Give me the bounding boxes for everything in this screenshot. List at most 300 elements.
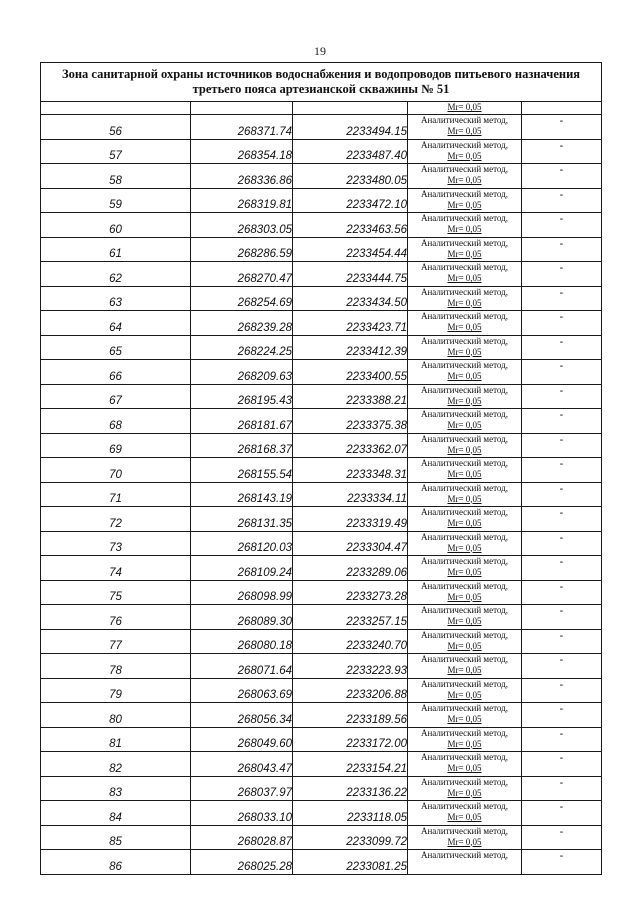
point-number: 77 [109, 640, 122, 652]
y-coordinate: 2233304.47 [346, 542, 407, 554]
y-coordinate: 2233289.06 [346, 566, 407, 579]
x-coordinate-cell [191, 458, 293, 483]
point-number-cell [41, 801, 191, 826]
note-cell [522, 605, 602, 630]
y-coordinate: 2233099.72 [346, 836, 407, 848]
point-number: 63 [109, 297, 122, 309]
note-cell [522, 629, 602, 654]
y-coordinate: 2233081.25 [346, 860, 407, 873]
point-number: 79 [109, 689, 122, 701]
x-coordinate-cell [191, 164, 293, 189]
note-value: - [559, 507, 564, 519]
note-cell [522, 654, 602, 679]
method-coef: Mr= 0,05 [447, 444, 482, 455]
point-number: 58 [109, 174, 122, 187]
table-title-line-2: третьего пояса артезианской скважины № 51 [192, 82, 450, 96]
page-number: 19 [314, 44, 326, 58]
note-value: - [559, 335, 564, 348]
method-cell [408, 850, 522, 875]
point-number-cell [41, 531, 191, 556]
y-coordinate: 2233334.11 [347, 493, 407, 505]
table-row [41, 629, 602, 654]
point-number: 81 [109, 738, 122, 750]
point-number: 80 [109, 713, 122, 726]
method-coef: Mr= 0,05 [447, 567, 482, 577]
note-value: - [559, 605, 564, 617]
note-cell [522, 115, 602, 140]
point-number-cell [41, 286, 191, 311]
point-number-cell [41, 678, 191, 703]
table-row [41, 384, 602, 409]
table-row [41, 213, 602, 238]
x-coordinate: 268037.97 [237, 787, 292, 799]
method-label: Аналитический метод, [420, 482, 509, 493]
method-coef: Mr= 0,05 [447, 836, 482, 847]
table-row [41, 678, 602, 703]
table-title-line-1: Зона санитарной охраны источников водоснабжения и водопроводов питьевого назначения [61, 67, 581, 81]
table-row [41, 703, 602, 728]
point-number: 71 [109, 493, 122, 505]
y-coordinate-cell [293, 409, 408, 434]
method-coef: Mr= 0,05 [447, 248, 482, 259]
method-cell [408, 531, 522, 556]
method-coef: Mr= 0,05 [447, 420, 482, 430]
note-cell [522, 139, 602, 164]
y-coordinate-cell [293, 433, 408, 458]
y-coordinate-cell [293, 556, 408, 581]
note-cell [522, 262, 602, 287]
point-number-cell [41, 776, 191, 801]
note-value: - [559, 556, 564, 568]
table-row [41, 850, 602, 875]
y-coordinate: 2233494.15 [346, 125, 407, 138]
x-coordinate: 268089.30 [237, 615, 292, 628]
method-cell [408, 580, 522, 605]
method-cell [408, 213, 522, 238]
y-coordinate: 2233257.15 [346, 615, 407, 628]
x-coordinate-cell [191, 433, 293, 458]
table-row [41, 409, 602, 434]
y-coordinate-cell [293, 311, 408, 336]
note-value: - [559, 311, 564, 323]
method-coef: Mr= 0,05 [447, 126, 482, 136]
table-row [41, 507, 602, 532]
method-label: Аналитический метод, [420, 164, 509, 174]
x-coordinate: 268043.47 [237, 762, 292, 775]
note-value: - [559, 482, 564, 495]
point-number: 70 [109, 468, 122, 481]
x-coordinate: 268071.64 [237, 664, 292, 677]
table-row [41, 237, 602, 262]
note-cell [522, 752, 602, 777]
note-cell [522, 458, 602, 483]
note-cell [522, 188, 602, 213]
method-coef: Mr= 0,05 [447, 812, 482, 822]
note-value: - [559, 703, 564, 715]
method-coef: Mr= 0,05 [447, 616, 482, 626]
note-value: - [559, 286, 564, 299]
point-number-cell [41, 629, 191, 654]
y-coordinate-cell [293, 629, 408, 654]
table-row-continued [41, 102, 602, 115]
point-number: 57 [109, 150, 122, 162]
point-number-cell [41, 580, 191, 605]
y-coordinate: 2233480.05 [346, 174, 407, 187]
note-cell [522, 433, 602, 458]
method-coef: Mr= 0,05 [447, 199, 482, 210]
point-number: 65 [109, 346, 122, 358]
method-label: Аналитический метод, [420, 458, 509, 468]
method-coef: Mr= 0,05 [447, 273, 482, 283]
note-cell [522, 335, 602, 360]
y-coordinate-cell [293, 678, 408, 703]
method-label: Аналитический метод, [420, 825, 509, 836]
x-coordinate-cell [191, 262, 293, 287]
method-cell [408, 458, 522, 483]
point-number: 62 [109, 272, 122, 285]
method-label: Аналитический метод, [420, 409, 509, 419]
table-row [41, 164, 602, 189]
x-coordinate-cell [191, 752, 293, 777]
point-number: 76 [109, 615, 122, 628]
x-coordinate: 268143.19 [237, 493, 292, 505]
method-cell [408, 825, 522, 850]
y-coordinate-cell [293, 580, 408, 605]
method-coef: Mr= 0,05 [447, 297, 482, 308]
y-coordinate: 2233172.00 [346, 738, 407, 750]
x-coordinate-cell [191, 801, 293, 826]
method-cell [408, 335, 522, 360]
x-coordinate-cell [191, 188, 293, 213]
method-cell [408, 556, 522, 581]
y-coordinate: 2233434.50 [346, 297, 407, 309]
note-value: - [559, 409, 564, 421]
x-coordinate-cell [191, 115, 293, 140]
method-label: Аналитический метод, [420, 188, 509, 199]
y-coordinate-cell [293, 458, 408, 483]
method-cell [408, 703, 522, 728]
method-cell [408, 433, 522, 458]
x-coordinate-cell [191, 482, 293, 507]
y-coordinate-cell [293, 188, 408, 213]
y-coordinate-cell [293, 703, 408, 728]
point-number-cell [41, 409, 191, 434]
x-coordinate-cell [191, 556, 293, 581]
method-coef: Mr= 0,05 [447, 665, 482, 675]
x-coordinate: 268371.74 [237, 125, 292, 138]
method-cell [408, 237, 522, 262]
point-number-cell [41, 188, 191, 213]
point-number-cell [41, 360, 191, 385]
x-coordinate: 268025.28 [237, 860, 292, 873]
x-coordinate-cell [191, 311, 293, 336]
y-coordinate-cell [293, 335, 408, 360]
method-label: Аналитический метод, [420, 262, 509, 272]
x-coordinate-cell [191, 629, 293, 654]
point-number-cell [41, 262, 191, 287]
note-cell [522, 556, 602, 581]
table-row [41, 752, 602, 777]
x-coordinate-cell [191, 580, 293, 605]
y-coordinate-cell [293, 801, 408, 826]
y-coordinate: 2233240.70 [346, 640, 407, 652]
point-number: 73 [109, 542, 122, 554]
point-number: 86 [109, 860, 122, 873]
note-cell [522, 825, 602, 850]
method-coef: Mr= 0,05 [447, 518, 482, 528]
method-label: Аналитический метод, [420, 433, 509, 444]
note-value: - [559, 801, 564, 813]
point-number: 83 [109, 787, 122, 799]
method-coef: Mr= 0,05 [447, 640, 482, 651]
x-coordinate: 268270.47 [237, 272, 292, 285]
x-coordinate: 268056.34 [237, 713, 292, 726]
x-coordinate: 268254.69 [237, 297, 292, 309]
y-coordinate-cell [293, 507, 408, 532]
y-coordinate-cell [293, 727, 408, 752]
note-value: - [559, 531, 564, 544]
table-row [41, 433, 602, 458]
coordinates-table [40, 62, 602, 875]
note-value: - [559, 776, 564, 789]
x-coordinate-cell [191, 507, 293, 532]
y-coordinate-cell [293, 605, 408, 630]
y-coordinate: 2233118.05 [347, 811, 407, 824]
method-label: Аналитический метод, [420, 678, 509, 689]
x-coordinate: 268224.25 [237, 346, 292, 358]
note-cell [522, 286, 602, 311]
y-coordinate-cell [293, 139, 408, 164]
x-coordinate: 268109.24 [237, 566, 292, 579]
cell-empty [41, 102, 191, 115]
note-cell [522, 311, 602, 336]
y-coordinate-cell [293, 115, 408, 140]
y-coordinate: 2233463.56 [346, 223, 407, 236]
x-coordinate-cell [191, 703, 293, 728]
note-cell [522, 531, 602, 556]
x-coordinate: 268063.69 [237, 689, 292, 701]
method-label: Аналитический метод, [420, 213, 509, 223]
method-label: Аналитический метод, [420, 311, 509, 321]
point-number: 82 [109, 762, 122, 775]
table-row [41, 360, 602, 385]
method-coef: Mr= 0,05 [447, 763, 482, 773]
method-label: Аналитический метод, [420, 801, 509, 811]
point-number-cell [41, 433, 191, 458]
x-coordinate: 268195.43 [237, 395, 292, 407]
note-value: - [559, 384, 564, 397]
y-coordinate-cell [293, 531, 408, 556]
point-number: 67 [109, 395, 122, 407]
note-cell [522, 360, 602, 385]
x-coordinate: 268286.59 [237, 248, 292, 260]
cell-empty [191, 102, 293, 115]
method-cell [408, 311, 522, 336]
y-coordinate-cell [293, 825, 408, 850]
note-value: - [559, 164, 564, 176]
x-coordinate: 268303.05 [237, 223, 292, 236]
method-coef: Mr= 0,05 [447, 395, 482, 406]
x-coordinate-cell [191, 825, 293, 850]
x-coordinate: 268354.18 [237, 150, 292, 162]
point-number-cell [41, 752, 191, 777]
method-label: Аналитический метод, [420, 605, 509, 615]
method-cell [408, 727, 522, 752]
note-value: - [559, 115, 564, 127]
y-coordinate-cell [293, 654, 408, 679]
note-cell [522, 776, 602, 801]
y-coordinate: 2233206.88 [346, 689, 407, 701]
x-coordinate-cell [191, 286, 293, 311]
table-row [41, 825, 602, 850]
y-coordinate: 2233375.38 [346, 419, 407, 432]
method-label: Аналитический метод, [420, 703, 509, 713]
x-coordinate: 268168.37 [237, 444, 292, 456]
table-row [41, 262, 602, 287]
x-coordinate-cell [191, 213, 293, 238]
y-coordinate-cell [293, 262, 408, 287]
y-coordinate-cell [293, 752, 408, 777]
x-coordinate-cell [191, 850, 293, 875]
method-cell [408, 115, 522, 140]
note-cell [522, 482, 602, 507]
point-number: 69 [109, 444, 122, 456]
x-coordinate-cell [191, 384, 293, 409]
method-label: Аналитический метод, [420, 139, 509, 150]
x-coordinate: 268181.67 [237, 419, 292, 432]
note-value: - [559, 213, 564, 225]
method-coef: Mr= 0,05 [447, 714, 482, 724]
method-coef: Mr= 0,05 [447, 591, 482, 602]
note-value: - [559, 188, 564, 201]
y-coordinate: 2233319.49 [346, 517, 407, 530]
y-coordinate: 2233400.55 [346, 370, 407, 383]
y-coordinate-cell [293, 286, 408, 311]
point-number: 66 [109, 370, 122, 383]
method-label: Аналитический метод, [420, 507, 509, 517]
point-number-cell [41, 703, 191, 728]
note-value: - [559, 580, 564, 593]
method-label: Аналитический метод, [420, 629, 509, 640]
point-number-cell [41, 164, 191, 189]
method-cell [408, 654, 522, 679]
y-coordinate-cell [293, 237, 408, 262]
note-cell [522, 384, 602, 409]
table-row [41, 458, 602, 483]
method-cell [408, 629, 522, 654]
x-coordinate: 268319.81 [237, 199, 292, 211]
x-coordinate: 268131.35 [237, 517, 292, 530]
x-coordinate: 268239.28 [237, 321, 292, 334]
table-row [41, 188, 602, 213]
y-coordinate: 2233136.22 [346, 787, 407, 799]
method-coef: Mr= 0,05 [447, 689, 482, 700]
point-number: 59 [109, 199, 122, 211]
note-value: - [559, 825, 564, 838]
method-cell [408, 164, 522, 189]
cell-empty [293, 102, 408, 115]
y-coordinate-cell [293, 482, 408, 507]
x-coordinate-cell [191, 678, 293, 703]
method-coef: Mr= 0,05 [447, 224, 482, 234]
method-coef: Mr= 0,05 [447, 738, 482, 749]
x-coordinate: 268120.03 [237, 542, 292, 554]
point-number: 61 [109, 248, 122, 260]
note-value: - [559, 139, 564, 152]
table-row [41, 605, 602, 630]
x-coordinate-cell [191, 605, 293, 630]
y-coordinate: 2233189.56 [346, 713, 407, 726]
table-row [41, 482, 602, 507]
point-number: 84 [109, 811, 122, 824]
point-number-cell [41, 507, 191, 532]
x-coordinate-cell [191, 654, 293, 679]
y-coordinate: 2233223.93 [346, 664, 407, 677]
point-number-cell [41, 311, 191, 336]
table-row [41, 654, 602, 679]
y-coordinate: 2233472.10 [346, 199, 407, 211]
table-row [41, 801, 602, 826]
point-number: 60 [109, 223, 122, 236]
point-number-cell [41, 727, 191, 752]
note-cell [522, 507, 602, 532]
point-number: 68 [109, 419, 122, 432]
table-row [41, 286, 602, 311]
point-number: 56 [109, 125, 122, 138]
table-title-row [41, 63, 602, 102]
method-coef-cell [408, 102, 522, 115]
x-coordinate: 268098.99 [237, 591, 292, 603]
point-number-cell [41, 850, 191, 875]
y-coordinate: 2233388.21 [346, 395, 407, 407]
table-row [41, 115, 602, 140]
table-row [41, 556, 602, 581]
table-row [41, 531, 602, 556]
x-coordinate-cell [191, 727, 293, 752]
note-cell [522, 409, 602, 434]
point-number-cell [41, 139, 191, 164]
point-number-cell [41, 482, 191, 507]
method-coef: Mr= 0,05 [447, 469, 482, 479]
point-number: 75 [109, 591, 122, 603]
x-coordinate-cell [191, 360, 293, 385]
method-label: Аналитический метод, [420, 850, 509, 860]
note-value: - [559, 850, 564, 862]
method-coef: Mr= 0,05 [447, 175, 482, 185]
note-cell [522, 164, 602, 189]
x-coordinate: 268209.63 [237, 370, 292, 383]
note-value: - [559, 654, 564, 666]
table-row [41, 335, 602, 360]
point-number-cell [41, 237, 191, 262]
note-cell [522, 213, 602, 238]
method-cell [408, 605, 522, 630]
y-coordinate-cell [293, 776, 408, 801]
y-coordinate: 2233444.75 [346, 272, 407, 285]
method-cell [408, 678, 522, 703]
point-number: 74 [109, 566, 122, 579]
method-label: Аналитический метод, [420, 286, 509, 297]
note-value: - [559, 678, 564, 691]
note-value: - [559, 262, 564, 274]
method-cell [408, 482, 522, 507]
y-coordinate-cell [293, 384, 408, 409]
y-coordinate-cell [293, 360, 408, 385]
method-coef: Mr= 0,05 [447, 493, 482, 504]
point-number-cell [41, 556, 191, 581]
note-cell [522, 703, 602, 728]
method-coef: Mr= 0,05 [447, 150, 482, 161]
